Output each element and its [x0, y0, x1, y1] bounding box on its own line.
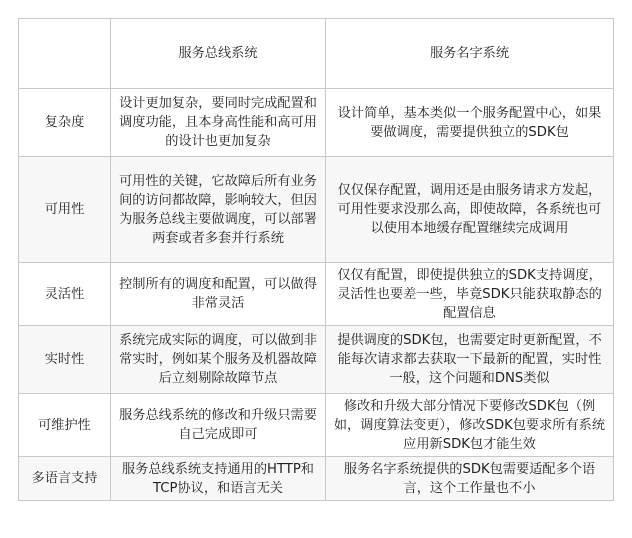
row-aspect-cell: 灵活性 — [19, 263, 111, 326]
service-name-cell: 设计简单，基本类似一个服务配置中心，如果要做调度，需要提供独立的SDK包 — [326, 89, 614, 157]
service-name-cell: 仅仅有配置，即使提供独立的SDK支持调度，灵活性也要差一些，毕竟SDK只能获取静态的配置信息 — [326, 263, 614, 326]
service-name-cell: 仅仅保存配置，调用还是由服务请求方发起，可用性要求没那么高，即使故障，各系统也可以使用本地缓存配置继续完成调用 — [326, 157, 614, 263]
service-name-cell: 修改和升级大部分情况下要修改SDK包（例如，调度算法变更），修改SDK包要求所有系统应用新SDK包才能生效 — [326, 394, 614, 457]
service-name-cell: 提供调度的SDK包，也需要定时更新配置，不能每次请求都去获取一下最新的配置，实时性一般，这个问题和DNS类似 — [326, 326, 614, 394]
header-cell-service-bus: 服务总线系统 — [111, 19, 326, 89]
service-name-cell: 服务名字系统提供的SDK包需要适配多个语言，这个工作量也不小 — [326, 457, 614, 501]
table-row — [19, 326, 614, 394]
table-row — [19, 457, 614, 501]
row-aspect-cell: 复杂度 — [19, 89, 111, 157]
row-aspect-cell: 可维护性 — [19, 394, 111, 457]
row-aspect-cell: 可用性 — [19, 157, 111, 263]
service-bus-cell: 服务总线系统的修改和升级只需要自己完成即可 — [111, 394, 326, 457]
header-cell-service-name: 服务名字系统 — [326, 19, 614, 89]
table-row — [19, 89, 614, 157]
table-row — [19, 394, 614, 457]
service-bus-cell: 设计更加复杂，要同时完成配置和调度功能，且本身高性能和高可用的设计也更加复杂 — [111, 89, 326, 157]
service-bus-cell: 服务总线系统支持通用的HTTP和TCP协议，和语言无关 — [111, 457, 326, 501]
table-header-row — [19, 19, 614, 89]
service-bus-cell: 可用性的关键，它故障后所有业务间的访问都故障，影响较大，但因为服务总线主要做调度，可以部署两套或者多套并行系统 — [111, 157, 326, 263]
table-row — [19, 157, 614, 263]
row-aspect-cell: 实时性 — [19, 326, 111, 394]
service-bus-cell: 控制所有的调度和配置，可以做得非常灵活 — [111, 263, 326, 326]
header-cell-aspect — [19, 19, 111, 89]
service-bus-cell: 系统完成实际的调度，可以做到非常实时，例如某个服务及机器故障后立刻剔除故障节点 — [111, 326, 326, 394]
table-row — [19, 263, 614, 326]
row-aspect-cell: 多语言支持 — [19, 457, 111, 501]
comparison-table — [18, 18, 614, 501]
